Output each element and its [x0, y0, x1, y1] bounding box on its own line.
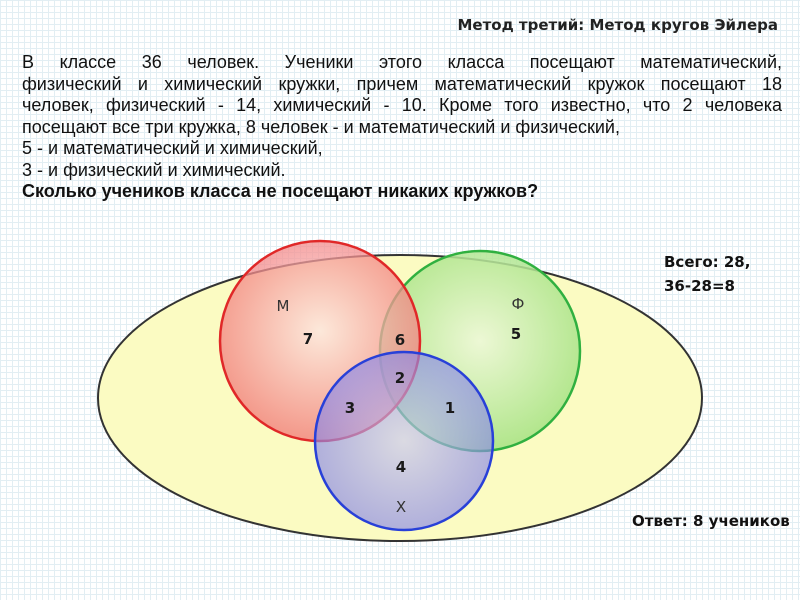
problem-line: В классе 36 человек. Ученики этого класса посещают математический, — [22, 52, 782, 72]
total-line: Всего: 28, — [664, 253, 751, 271]
problem-line: 5 - и математический и химический, — [22, 138, 323, 158]
page-title: Метод третий: Метод кругов Эйлера — [457, 16, 778, 34]
region-math-only: 7 — [302, 330, 314, 348]
problem-question: Сколько учеников класса не посещают никаких кружков? — [22, 181, 539, 201]
calculation-line: 36-28=8 — [664, 277, 735, 295]
problem-line: физический и химический кружки, причем математический кружок посещают 18 — [22, 73, 782, 94]
math-label: М — [276, 297, 290, 315]
region-physics-only: 5 — [510, 325, 522, 343]
region-chemistry-only: 4 — [395, 458, 407, 476]
region-all-three: 2 — [394, 369, 406, 387]
problem-line: посещают все три кружка, 8 человек - и математический и физический, — [22, 116, 620, 137]
problem-line: человек, физический - 14, химический - 10. Кроме того известно, что 2 человека — [22, 95, 782, 115]
region-math-physics: 6 — [394, 331, 406, 349]
physics-label: Ф — [511, 295, 525, 313]
region-math-chemistry: 3 — [344, 399, 356, 417]
problem-line: 3 - и физический и химический. — [22, 159, 286, 180]
chemistry-label: Х — [395, 498, 407, 516]
region-physics-chemistry: 1 — [444, 399, 456, 417]
answer-text: Ответ: 8 учеников — [632, 512, 790, 530]
total-note — [664, 250, 750, 298]
